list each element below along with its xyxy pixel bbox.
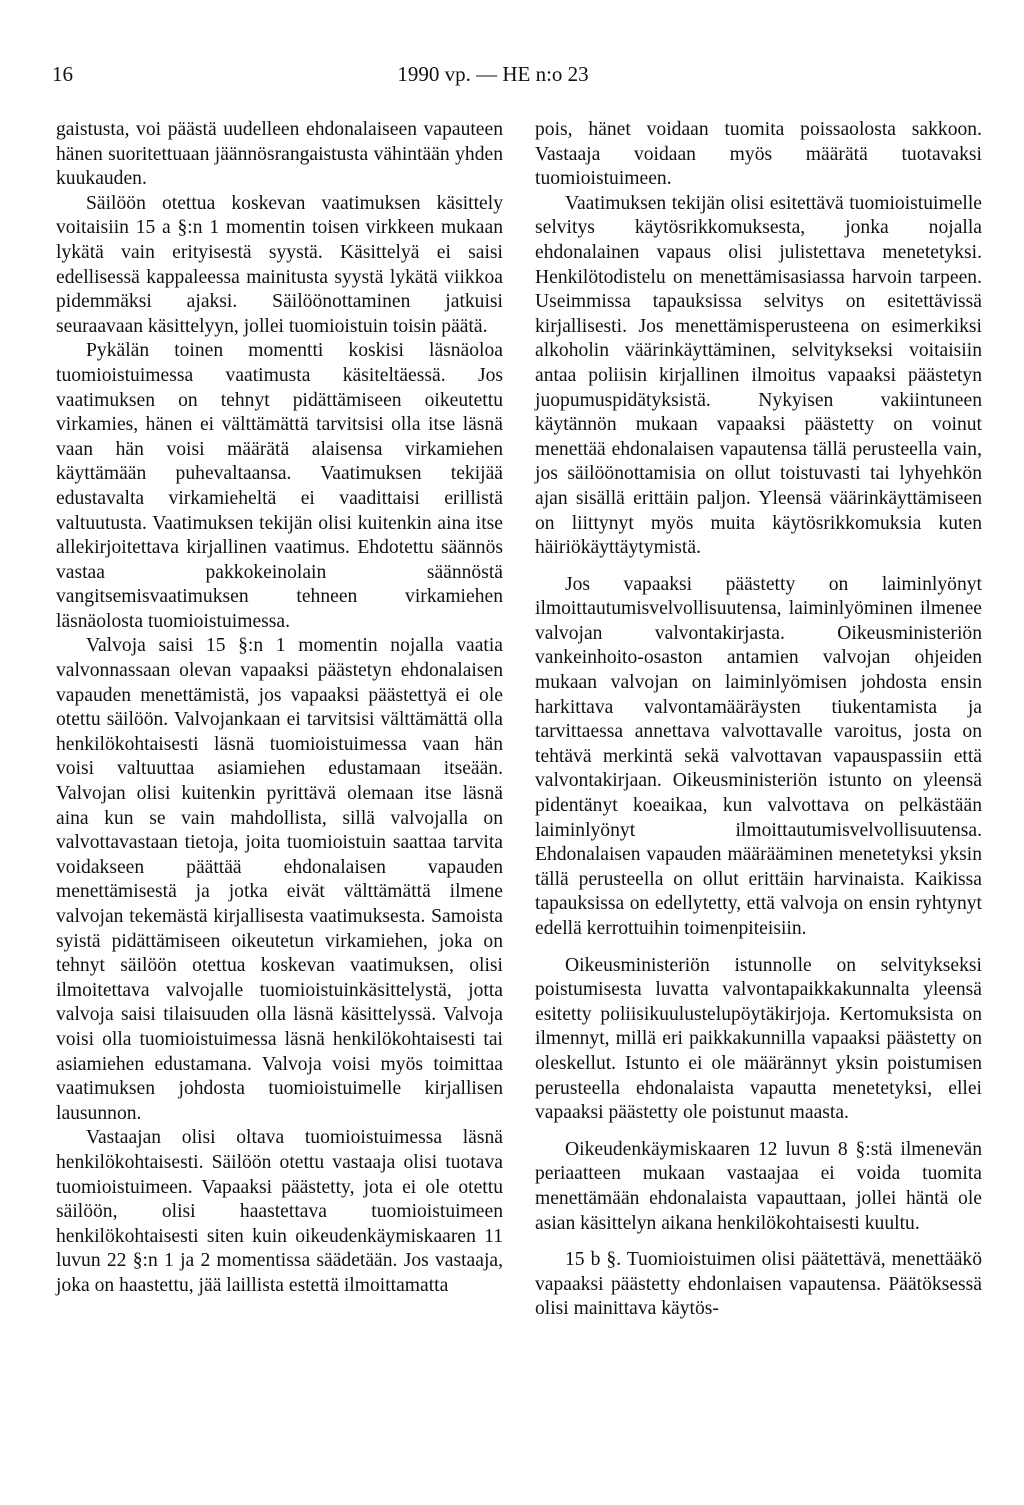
running-head: 1990 vp. — HE n:o 23 xyxy=(397,62,589,86)
paragraph: Pykälän toinen momentti koskisi läsnäoloa tuomioistuimessa vaatimusta käsiteltäessä. Jos vaatimuksen on tehnyt pidättämiseen oikeutettu virkamies, hänen ei välttämättä tarvitsisi olla itse läsnä vaan hän voisi määrätä alaisensa virkamiehen käyttämään puhevaltaansa. Vaatimuksen tekijää edustavalta virkamieheltä ei vaadittaisi erillistä valtuutusta. Vaatimuksen tekijän olisi kuitenkin aina itse allekirjoitettava kirjallinen vaatimus. Ehdotettu säännös vastaa pakkokeinolain säännöstä vangitsemisvaatimuksen tehneen virkamiehen läsnäolosta tuomioistuimessa. xyxy=(56,340,503,632)
paragraph: Oikeudenkäymiskaaren 12 luvun 8 §:stä ilmenevän periaatteen mukaan vastaajaa ei voida tuomita menettämään ehdonalaista vapauttaan, jollei häntä ole asian käsittelyn aikana henkilökohtaisesti kuultu. xyxy=(535,1138,982,1234)
paragraph: Vastaajan olisi oltava tuomioistuimessa läsnä henkilökohtaisesti. Säilöön otettu vastaaja olisi tuotava tuomioistuimeen. Vapaaksi päästetty, jota ei ole otettu säilöön, olisi haastettava tuomioistuimeen henkilökohtaisesti siten kuin oikeudenkäymiskaaren 11 luvun 22 §:n 1 ja 2 momentissa säädetään. Jos vastaaja, joka on haastettu, jää laillista estettä ilmoittamatta xyxy=(56,1127,503,1296)
paragraph: Jos vapaaksi päästetty on laiminlyönyt ilmoittautumisvelvollisuutensa, laiminlyöminen ilmenee valvojan valvontakirjasta. Oikeusministeriön vankeinhoito-osaston antamien valvojan ohjeiden mukaan valvojan on laiminlyömisen johdosta ensin harkittava valvontamääräysten tiukentamista ja tarvittaessa annettava valvottavalle varoitus, josta on tehtävä merkintä sekä valvottavan vapauspassiin että valvontakirjaan. Oikeusministeriön istunto on yleensä pidentänyt koeaikaa, kun valvottava on pelkästään laiminlyönyt ilmoittautumisvelvollisuutensa. Ehdonalaisen vapauden määrääminen menetetyksi yksin tällä perusteella on ollut erittäin harvinaista. Kaikissa tapauksissa on edellytetty, että valvoja on ensin ryhtynyt edellä kerrottuihin toimenpiteisiin. xyxy=(535,573,982,939)
right-column xyxy=(535,118,982,1322)
paragraph: gaistusta, voi päästä uudelleen ehdonalaiseen vapauteen hänen suoritettuaan jäännösrangaistusta vähintään yhden kuukauden. xyxy=(56,119,503,190)
paragraph: Valvoja saisi 15 §:n 1 momentin nojalla vaatia valvonnassaan olevan vapaaksi päästetyn ehdonalaisen vapauden menettämistä, jos vapaaksi päästettyä ei ole otettu säilöön. Valvojankaan ei tarvitsisi välttämättä olla henkilökohtaisesti läsnä tuomioistuimessa vaan hän voisi valtuuttaa asiamiehen edustamaan itseään. Valvojan olisi kuitenkin pyrittävä olemaan itse läsnä aina kun se vain mahdollista, sillä valvojalla on valvottavastaan tietoja, joita tuomioistuin saattaa tarvita voidakseen päättää ehdonalaisen vapauden menettämisestä ja jotka eivät välttämättä ilmene valvojan tekemästä kirjallisesta vaatimuksesta. Samoista syistä pidättämiseen oikeutetun virkamiehen, joka on tehnyt säilöön otettua koskevan vaatimuksen, olisi ilmoitettava valvojalle tuomioistuinkäsittelystä, jotta valvoja saisi tilaisuuden olla läsnä käsittelyssä. Valvoja voisi olla tuomioistuimessa läsnä henkilökohtaisesti tai asiamiehen edustamana. Valvoja voisi myös toimittaa vaatimuksen johdosta tuomioistuimelle kirjallisen lausunnon. xyxy=(56,635,503,1124)
paragraph: Säilöön otettua koskevan vaatimuksen käsittely voitaisiin 15 a §:n 1 momentin toisen virkkeen mukaan lykätä vain erityisestä syystä. Käsittelyä ei saisi edellisessä kappaleessa mainitusta syystä lykätä viikkoa pidemmäksi ajaksi. Säilöönottaminen jatkuisi seuraavaan käsittelyyn, jollei tuomioistuin toisin päätä. xyxy=(56,192,503,337)
paragraph: 15 b §. Tuomioistuimen olisi päätettävä, menettääkö vapaaksi päästetty ehdonlaisen vapautensa. Päätöksessä olisi mainittava käytös- xyxy=(535,1249,982,1320)
paragraph: Oikeusministeriön istunnolle on selvitykseksi poistumisesta luvatta valvontapaikkakunnalta yleensä esitetty poliisikuulustelupöytäkirjoja. Kertomuksista on ilmennyt, millä eri paikkakunnilla vapaaksi päästetty on oleskellut. Istunto ei ole määrännyt yksin poistumisen perusteella ehdonalaista vapautta menetetyksi, ellei vapaaksi päästetty ole poistunut maasta. xyxy=(535,954,982,1124)
page-number: 16 xyxy=(52,62,73,86)
paragraph: Vaatimuksen tekijän olisi esitettävä tuomioistuimelle selvitys käytösrikkomuksesta, jonka nojalla ehdonalainen vapaus olisi julistettava menetetyksi. Henkilötodistelu on menettämisasiassa harvoin tarpeen. Useimmissa tapauksissa selvitys on esitettävissä kirjallisesti. Jos menettämisperusteena on esimerkiksi alkoholin väärinkäyttäminen, selvitykseksi voitaisiin antaa poliisin kirjallinen ilmoitus vapaaksi päästetyn juopumuspidätyksistä. Nykyisen vakiintuneen käytännön mukaan vapaaksi päästetty on voinut menettää ehdonalaisen vapautensa tällä perusteella vain, jos säilöönottamisia on ollut toistuvasti tai lyhyehkön ajan sisällä erittäin paljon. Yleensä väärinkäyttämiseen on liittynyt myös muita käytösrikkomuksia kuten häiriökäyttäytymistä. xyxy=(535,192,982,559)
left-column xyxy=(56,118,503,1299)
paragraph: pois, hänet voidaan tuomita poissaolosta sakkoon. Vastaaja voidaan myös määrätä tuotavaksi tuomioistuimeen. xyxy=(535,119,982,190)
page-header xyxy=(52,62,972,92)
